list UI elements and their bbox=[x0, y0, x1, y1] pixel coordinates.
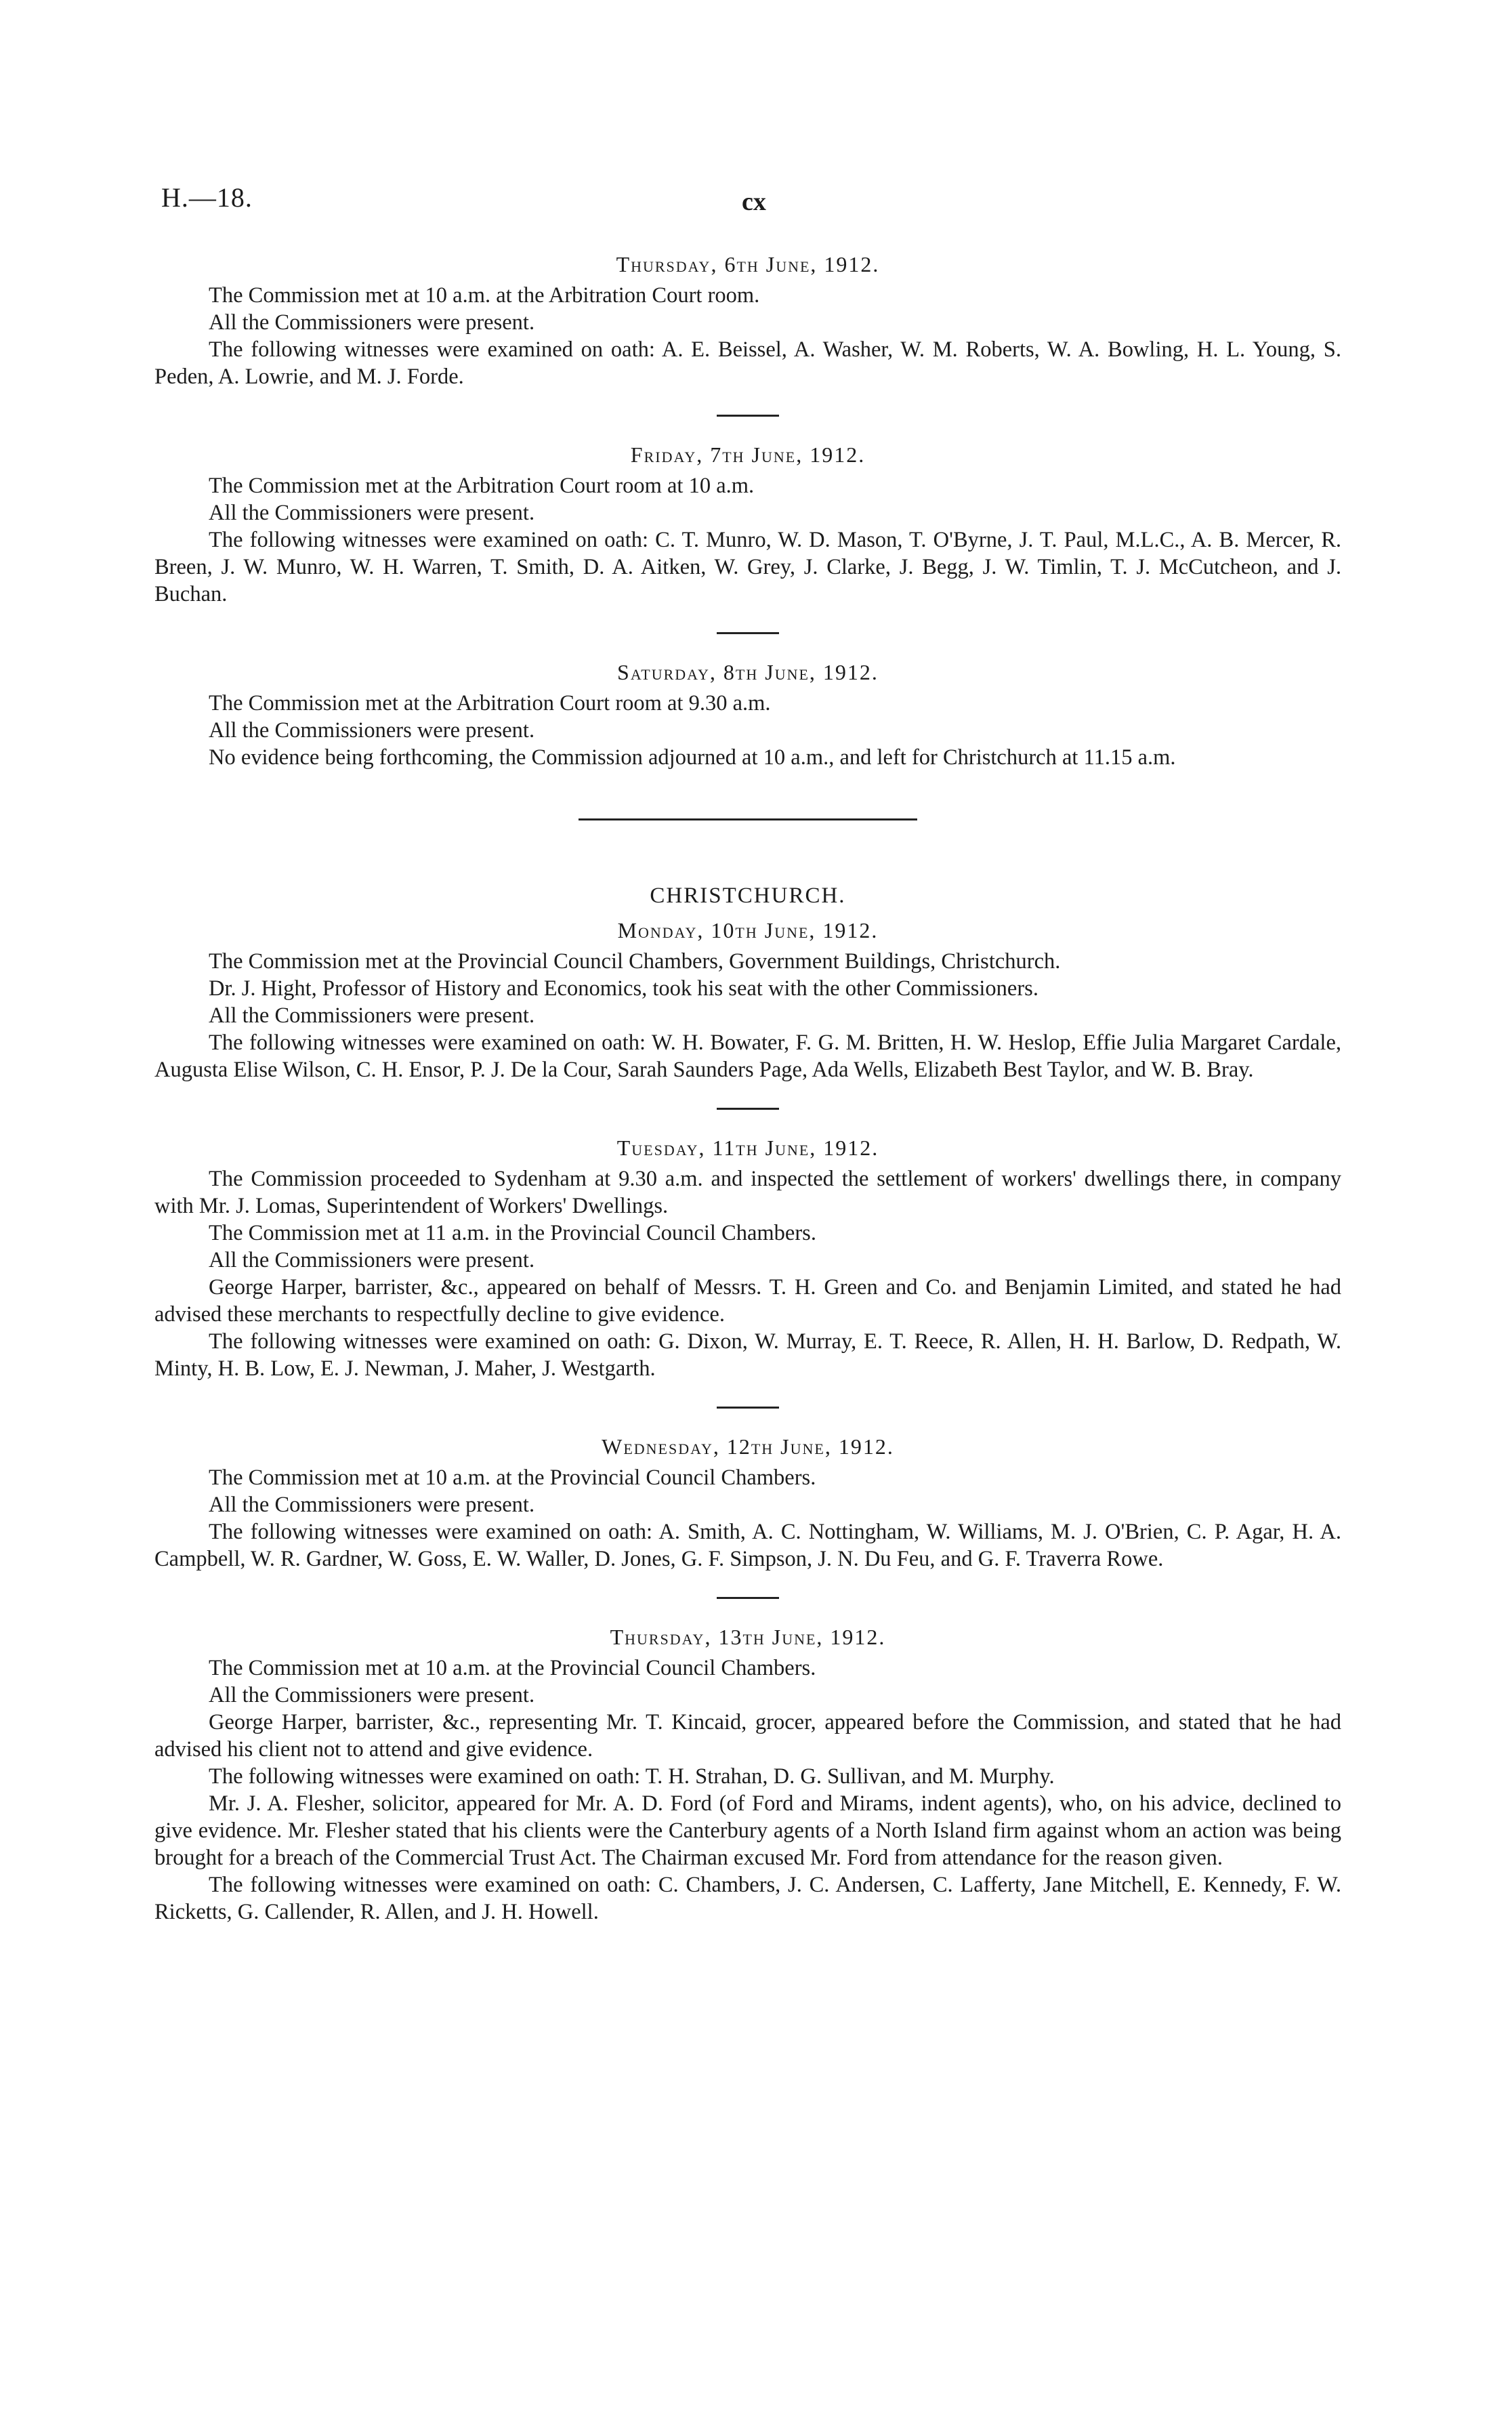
minute-paragraph: George Harper, barrister, &c., appeared on behalf of Messrs. T. H. Green and Co. and Benjamin Limited, and stated he had advised these merchants to respectfully decline to give evidence. bbox=[154, 1275, 1341, 1327]
document-reference: H.—18. bbox=[161, 182, 253, 213]
day-section bbox=[154, 441, 1341, 608]
minute-paragraph: The Commission met at the Provincial Council Chambers, Government Buildings, Christchurch. bbox=[209, 949, 1061, 974]
minute-paragraph: The Commission met at 10 a.m. at the Provincial Council Chambers. bbox=[209, 1656, 816, 1680]
minute-paragraph: All the Commissioners were present. bbox=[209, 1493, 535, 1517]
day-section bbox=[154, 1134, 1341, 1382]
minute-paragraph: The following witnesses were examined on oath: C. Chambers, J. C. Andersen, C. Lafferty, Jane Mitchell, E. Kennedy, F. W. Ricketts, G. Callender, R. Allen, and J. H. Howell. bbox=[154, 1873, 1341, 1924]
day-section bbox=[154, 1433, 1341, 1573]
day-heading: Thursday, 6th June, 1912. bbox=[616, 252, 880, 276]
minute-paragraph: The following witnesses were examined on oath: W. H. Bowater, F. G. M. Britten, H. W. Heslop, Effie Julia Margaret Cardale, Augusta Elise Wilson, C. H. Ensor, P. J. De la Cour, Sarah Saunders Page, Ada Wells, Elizabeth Best Taylor, and W. B. Bray. bbox=[154, 1031, 1341, 1082]
minute-paragraph: All the Commissioners were present. bbox=[209, 718, 535, 743]
minute-paragraph: All the Commissioners were present. bbox=[209, 1248, 535, 1272]
page-content bbox=[154, 251, 1341, 1926]
section-divider bbox=[717, 1407, 779, 1409]
section-divider bbox=[717, 1108, 779, 1110]
minute-paragraph: All the Commissioners were present. bbox=[209, 1003, 535, 1028]
section-divider bbox=[717, 632, 779, 634]
minute-paragraph: The Commission met at 10 a.m. at the Provincial Council Chambers. bbox=[209, 1465, 816, 1490]
minute-paragraph: The Commission met at the Arbitration Court room at 10 a.m. bbox=[209, 474, 755, 498]
minute-paragraph: The Commission met at 11 a.m. in the Provincial Council Chambers. bbox=[209, 1221, 816, 1245]
day-section bbox=[154, 659, 1341, 771]
minute-paragraph: The following witnesses were examined on oath: A. Smith, A. C. Nottingham, W. Williams, M. J. O'Brien, C. P. Agar, H. A. Campbell, W. R. Gardner, W. Goss, E. W. Waller, D. Jones, G. F. Simpson, J. N. Du Feu, and G. F. Traverra Rowe. bbox=[154, 1520, 1341, 1571]
day-section bbox=[154, 917, 1341, 1083]
day-heading: Thursday, 13th June, 1912. bbox=[610, 1625, 886, 1649]
minute-paragraph: The following witnesses were examined on oath: G. Dixon, W. Murray, E. T. Reece, R. Allen, H. H. Barlow, D. Redpath, W. Minty, H. B. Low, E. J. Newman, J. Maher, J. Westgarth. bbox=[154, 1329, 1341, 1381]
day-section bbox=[154, 251, 1341, 390]
page-number: cx bbox=[742, 188, 766, 216]
minute-paragraph: Dr. J. Hight, Professor of History and Economics, took his seat with the other Commissioners. bbox=[209, 976, 1038, 1001]
minute-paragraph: All the Commissioners were present. bbox=[209, 310, 535, 335]
location-divider bbox=[579, 818, 917, 820]
day-heading: Tuesday, 11th June, 1912. bbox=[616, 1136, 879, 1160]
minute-paragraph: The Commission proceeded to Sydenham at 9.30 a.m. and inspected the settlement of workers' dwellings there, in company with Mr. J. Lomas, Superintendent of Workers' Dwellings. bbox=[154, 1167, 1341, 1218]
minute-paragraph: All the Commissioners were present. bbox=[209, 501, 535, 525]
day-heading: Wednesday, 12th June, 1912. bbox=[602, 1434, 894, 1459]
day-section bbox=[154, 1623, 1341, 1926]
section-divider bbox=[717, 415, 779, 417]
minute-paragraph: All the Commissioners were present. bbox=[209, 1683, 535, 1707]
minute-paragraph: The following witnesses were examined on oath: A. E. Beissel, A. Washer, W. M. Roberts, W. A. Bowling, H. L. Young, S. Peden, A. Lowrie, and M. J. Forde. bbox=[154, 337, 1341, 389]
minute-paragraph: Mr. J. A. Flesher, solicitor, appeared for Mr. A. D. Ford (of Ford and Mirams, indent agents), who, on his advice, declined to give evidence. Mr. Flesher stated that his clients were the Canterbury agents of a North Island firm against whom an action was being brought for a breach of the Commercial Trust Act. The Chairman excused Mr. Ford from attendance for the reason given. bbox=[154, 1791, 1341, 1870]
day-heading: Friday, 7th June, 1912. bbox=[630, 442, 866, 467]
day-heading: Monday, 10th June, 1912. bbox=[617, 918, 879, 942]
minute-paragraph: The Commission met at 10 a.m. at the Arbitration Court room. bbox=[209, 283, 760, 308]
day-heading: Saturday, 8th June, 1912. bbox=[617, 660, 879, 684]
minute-paragraph: No evidence being forthcoming, the Commission adjourned at 10 a.m., and left for Christchurch at 11.15 a.m. bbox=[209, 745, 1176, 770]
minute-paragraph: George Harper, barrister, &c., representing Mr. T. Kincaid, grocer, appeared before the Commission, and stated that he had advised his client not to attend and give evidence. bbox=[154, 1710, 1341, 1762]
section-divider bbox=[717, 1597, 779, 1599]
minute-paragraph: The following witnesses were examined on oath: T. H. Strahan, D. G. Sullivan, and M. Murphy. bbox=[209, 1764, 1055, 1789]
city-heading: CHRISTCHURCH. bbox=[650, 883, 846, 908]
minute-paragraph: The following witnesses were examined on oath: C. T. Munro, W. D. Mason, T. O'Byrne, J. T. Paul, M.L.C., A. B. Mercer, R. Breen, J. W. Munro, W. H. Warren, T. Smith, D. A. Aitken, W. Grey, J. Clarke, J. Begg, J. W. Timlin, T. J. McCutcheon, and J. Buchan. bbox=[154, 528, 1341, 606]
minute-paragraph: The Commission met at the Arbitration Court room at 9.30 a.m. bbox=[209, 691, 771, 715]
